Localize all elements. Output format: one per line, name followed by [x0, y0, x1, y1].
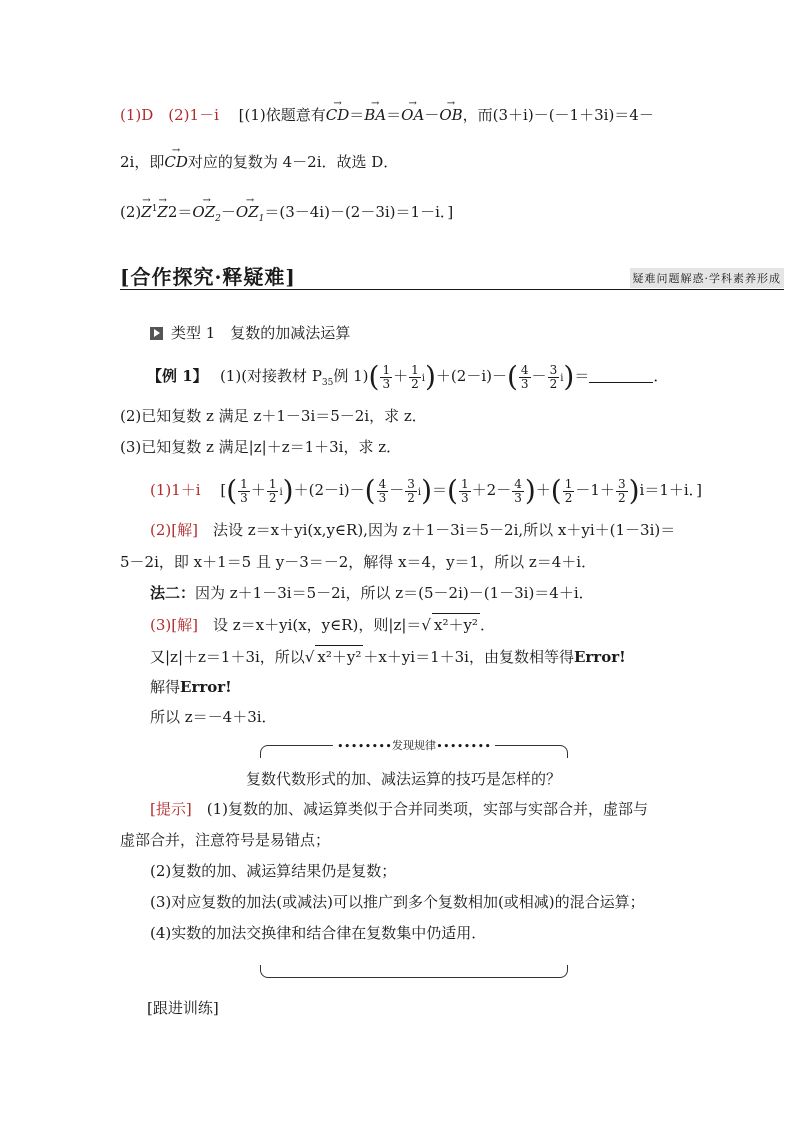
text: (2): [120, 203, 142, 221]
discover-label: ∙∙∙∙∙∙∙∙发现规律∙∙∙∙∙∙∙∙: [333, 737, 495, 753]
hint-line-1: [提示] (1)复数的加、减运算类似于合并同类项，实部与实部合并，虚部与: [150, 800, 648, 818]
text: [(1)依题意有: [238, 106, 326, 124]
text: 对应的复数为 4－2i．故选 D．: [187, 153, 399, 171]
type-label: 类型 1 复数的加减法运算: [171, 324, 351, 342]
vector-cd: → CD: [326, 104, 350, 126]
text: ＝(3－4i)－(2－3i)＝1－i．]: [264, 203, 454, 221]
solution-2c: 法二：因为 z＋1－3i＝5－2i，所以 z＝(5－2i)－(1－3i)＝4＋i．: [150, 584, 594, 602]
vector-ba: → BA: [364, 104, 386, 126]
error-text: Error!: [180, 678, 232, 696]
sup: 1: [151, 204, 158, 214]
vector-oz1: → $OZ_1$: [236, 201, 264, 230]
example-label: 【例 1】: [147, 367, 201, 385]
sqrt-expr: x²＋y²: [432, 613, 480, 636]
vector-oa: → OA: [401, 104, 424, 126]
solution-2a: (2)[解] 法设 z＝x＋yi(x,y∈R),因为 z＋1－3i＝5－2i,所以 x＋yi＋(1－3i)＝: [150, 521, 676, 539]
fraction: $\frac{3}{2}$: [549, 362, 558, 391]
type-heading: [150, 322, 350, 344]
solution-2b: 5－2i，即 x＋1＝5 且 y－3＝－2，解得 x＝4，y＝1，所以 z＝4＋i．: [120, 553, 597, 571]
fraction: $\frac{1}{3}$: [382, 362, 391, 391]
section-tag: 疑难问题解惑·学科素养形成: [630, 268, 785, 288]
text: ，而(3＋i)－(－1＋3i)＝4－: [462, 106, 654, 124]
solution-label: (1)1＋i: [150, 481, 201, 499]
solution-label: (3)[解]: [150, 616, 198, 634]
answer-blank: [589, 368, 653, 383]
example-line-1: 【例 1】 (1)(对接教材 $P_{35}$例 1)( $\frac{1}{3}$ ＋ $\frac{1}{2}$ i)＋(2－i)－( $\frac{4}{3}$ － $\frac{3}{2}$ i)＝ ．: [147, 360, 669, 393]
hint-line-1b: 虚部合并，注意符号是易错点；: [120, 831, 331, 849]
text: ＝: [574, 367, 590, 385]
hint-line-3: (3)对应复数的加法(或减法)可以推广到多个复数相加(或相减)的混合运算；: [150, 893, 645, 911]
section-header: [120, 261, 784, 290]
solution-1: (1)1＋i [( $\frac{1}{3}$ ＋ $\frac{1}{2}$ i)＋(2－i)－( $\frac{4}{3}$ － $\frac{3}{2}$ i)＝( $\frac{1}{3}$ ＋2－ $\frac{4}{3}$ )＋( $\frac{1}{2}$ －1＋ $\frac{3}{2}$ )i＝1＋i．]: [150, 474, 703, 507]
discover-question: 复数代数形式的加、减法运算的技巧是怎样的？: [246, 770, 562, 788]
discover-box-top: [260, 739, 568, 758]
answer-line-2: [120, 151, 398, 173]
solution-label: (2)[解]: [150, 521, 198, 539]
vector-cd: → CD: [164, 151, 188, 173]
hint-label: [提示]: [150, 800, 192, 818]
solution-3b: 又|z|＋z＝1＋3i，所以√ x²＋y² ＋x＋yi＝1＋3i，由复数相等得Error!: [150, 645, 626, 668]
solution-3c: 解得Error!: [150, 678, 232, 696]
answer-line-3: $(2)\to Z^1\to Z2=\to OZ_2-\to OZ_1=(3-4i)-(2-3i)=1-i$．]: [120, 198, 453, 230]
follow-training-label: [跟进训练]: [147, 999, 219, 1017]
vector-z2: → Z: [157, 201, 167, 223]
text: 2i，即: [120, 153, 165, 171]
error-text: Error!: [573, 648, 626, 666]
example-q2: (2)已知复数 z 满足 z＋1－3i＝5－2i，求 z．: [120, 407, 427, 425]
section-title: [合作探究·释疑难]: [120, 265, 296, 289]
text: ＋(2－i)－: [435, 367, 507, 385]
discover-box-bottom: [260, 965, 568, 978]
answer-line-1: (1)D (2)1－i [(1)依题意有→ CD＝→ BA＝→ OA－→ OB，而(3＋i)－(－1＋3i)＝4－: [120, 104, 654, 126]
text: 例 1): [333, 367, 369, 385]
text: (1)(对接教材 P: [219, 367, 322, 385]
solution-3a: (3)[解] 设 z＝x＋yi(x，y∈R)，则|z|＝√ x²＋y² ．: [150, 613, 495, 636]
example-q3: (3)已知复数 z 满足|z|＋z＝1＋3i，求 z．: [120, 438, 402, 456]
fraction: $\frac{4}{3}$: [520, 362, 529, 391]
text: 2＝: [167, 203, 193, 221]
solution-3d: 所以 z＝－4＋3i．: [150, 708, 277, 726]
vector-z: → Z: [141, 201, 151, 223]
fraction: $\frac{1}{2}$: [411, 362, 419, 391]
answer-label: (1)D (2)1－i: [120, 106, 219, 124]
play-triangle-icon: [150, 327, 163, 340]
hint-line-2: (2)复数的加、减运算结果仍是复数；: [150, 862, 397, 880]
vector-oz2: → $OZ_2$: [192, 201, 220, 230]
hint-line-4: (4)实数的加法交换律和结合律在复数集中仍适用．: [150, 924, 487, 942]
vector-ob: → OB: [439, 104, 462, 126]
sub: 35: [321, 378, 334, 388]
